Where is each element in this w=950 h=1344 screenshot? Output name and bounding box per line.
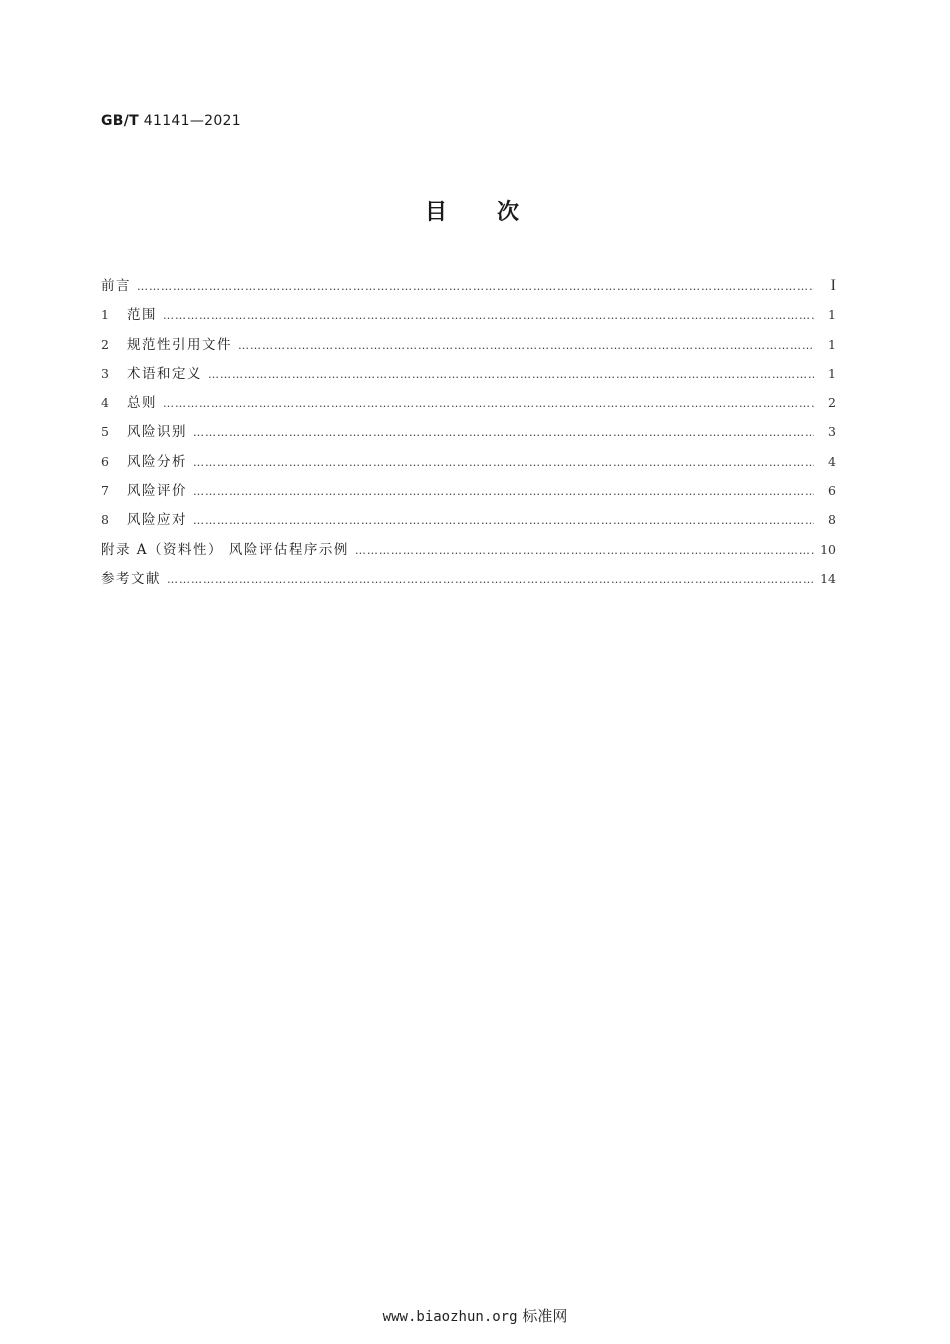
toc-entry-number: 8 <box>101 512 109 528</box>
toc-entry-annex-a[interactable] <box>101 538 836 567</box>
toc-entry-number: 5 <box>101 424 109 440</box>
toc-entry-terms-definitions[interactable] <box>101 362 836 391</box>
toc-leader-dots <box>137 280 814 293</box>
toc-entry-label: 术语和定义 <box>127 365 202 382</box>
toc-entry-number: 6 <box>101 453 109 469</box>
toc-entry-number: 3 <box>101 365 109 381</box>
toc-leader-dots <box>163 309 814 322</box>
toc-entry-page: 8 <box>828 512 836 528</box>
table-of-contents <box>101 274 836 596</box>
toc-entry-label: 总则 <box>127 395 157 412</box>
toc-entry-label: 风险应对 <box>127 512 187 529</box>
toc-entry-label: 规范性引用文件 <box>127 336 232 353</box>
footer-site-name: 标准网 <box>522 1307 568 1325</box>
page-title: 目次 <box>424 200 569 225</box>
toc-entry-page: 4 <box>828 453 836 469</box>
toc-leader-dots <box>193 456 814 469</box>
standard-prefix: GB/T <box>101 113 140 129</box>
toc-leader-dots <box>238 339 814 352</box>
toc-entry-foreword[interactable] <box>101 274 836 303</box>
toc-entry-number: 7 <box>101 483 109 499</box>
toc-entry-label: 风险评价 <box>127 483 187 500</box>
toc-entry-risk-analysis[interactable] <box>101 450 836 479</box>
toc-entry-number: 1 <box>101 307 109 323</box>
toc-entry-page: I <box>830 277 836 294</box>
toc-entry-risk-identification[interactable] <box>101 420 836 449</box>
toc-entry-label: 范围 <box>127 307 157 324</box>
toc-entry-page: 10 <box>820 541 836 557</box>
toc-entry-label: 附录 A（资料性） 风险评估程序示例 <box>101 541 349 558</box>
toc-entry-bibliography[interactable] <box>101 567 836 596</box>
toc-entry-page: 1 <box>828 336 836 352</box>
toc-entry-number: 2 <box>101 336 109 352</box>
toc-leader-dots <box>167 573 814 586</box>
toc-entry-number: 4 <box>101 395 109 411</box>
toc-leader-dots <box>208 368 814 381</box>
toc-entry-page: 2 <box>828 395 836 411</box>
toc-entry-page: 6 <box>828 483 836 499</box>
toc-entry-risk-evaluation[interactable] <box>101 479 836 508</box>
toc-entry-page: 3 <box>828 424 836 440</box>
toc-entry-label: 参考文献 <box>101 570 161 587</box>
toc-leader-dots <box>193 485 814 498</box>
toc-leader-dots <box>355 544 814 557</box>
toc-entry-label: 风险识别 <box>127 424 187 441</box>
toc-entry-label: 风险分析 <box>127 453 187 470</box>
toc-leader-dots <box>193 514 814 527</box>
toc-entry-page: 1 <box>828 365 836 381</box>
toc-entry-general[interactable] <box>101 391 836 420</box>
standard-number: 41141—2021 <box>143 113 241 129</box>
toc-entry-page: 1 <box>828 307 836 323</box>
toc-entry-risk-treatment[interactable] <box>101 508 836 537</box>
footer-url[interactable]: www.biaozhun.org <box>382 1309 518 1325</box>
toc-entry-scope[interactable] <box>101 303 836 332</box>
toc-leader-dots <box>193 426 814 439</box>
toc-leader-dots <box>163 397 814 410</box>
toc-entry-normative-references[interactable] <box>101 333 836 362</box>
toc-entry-label: 前言 <box>101 278 131 294</box>
toc-entry-page: 14 <box>820 570 836 586</box>
standard-code <box>101 113 241 129</box>
footer-watermark <box>0 1305 950 1326</box>
